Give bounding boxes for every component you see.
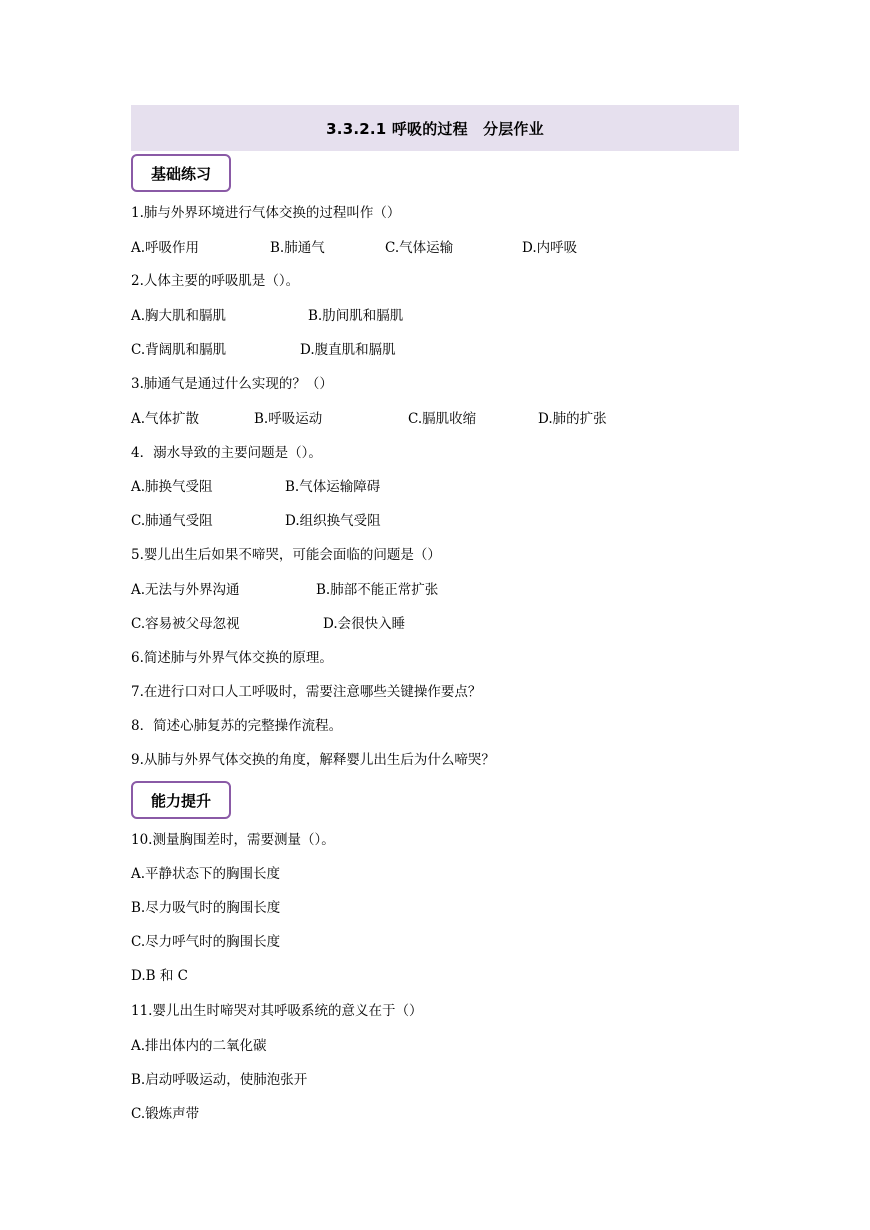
- question-11: 11.婴儿出生时啼哭对其呼吸系统的意义在于（）: [131, 1003, 423, 1019]
- question-9: 9.从肺与外界气体交换的角度，解释婴儿出生后为什么啼哭？: [131, 752, 495, 768]
- question-5: 5.婴儿出生后如果不啼哭，可能会面临的问题是（）: [131, 547, 441, 563]
- q2-option-a: A.胸大肌和膈肌: [131, 308, 227, 324]
- q11-option-a: A.排出体内的二氧化碳: [131, 1038, 267, 1054]
- q11-option-c: C.锻炼声带: [131, 1106, 200, 1122]
- q10-option-a: A.平静状态下的胸围长度: [131, 866, 281, 882]
- q4-option-a: A.肺换气受阻: [131, 479, 213, 495]
- question-6: 6.简述肺与外界气体交换的原理。: [131, 650, 333, 666]
- question-7: 7.在进行口对口人工呼吸时，需要注意哪些关键操作要点？: [131, 684, 482, 700]
- q5-option-a: A.无法与外界沟通: [131, 582, 240, 598]
- q3-option-d: D.肺的扩张: [538, 411, 607, 427]
- q5-option-d: D.会很快入睡: [323, 616, 406, 632]
- q1-option-b: B.肺通气: [270, 240, 325, 256]
- section-basic-label: 基础练习: [150, 164, 211, 183]
- q4-option-c: C.肺通气受阻: [131, 513, 213, 529]
- question-10: 10.测量胸围差时，需要测量（）。: [131, 832, 335, 848]
- q2-option-b: B.肋间肌和膈肌: [308, 308, 404, 324]
- q10-option-c: C.尽力呼气时的胸围长度: [131, 934, 281, 950]
- q4-option-d: D.组织换气受阻: [285, 513, 381, 529]
- q1-option-d: D.内呼吸: [522, 240, 578, 256]
- section-basic-box: [131, 154, 231, 192]
- question-8: 8．简述心肺复苏的完整操作流程。: [131, 718, 343, 734]
- question-3: 3.肺通气是通过什么实现的？（）: [131, 376, 333, 392]
- q3-option-c: C.膈肌收缩: [408, 411, 477, 427]
- q1-option-c: C.气体运输: [385, 240, 454, 256]
- q2-option-d: D.腹直肌和膈肌: [300, 342, 396, 358]
- q5-option-b: B.肺部不能正常扩张: [316, 582, 439, 598]
- question-1: 1.肺与外界环境进行气体交换的过程叫作（）: [131, 205, 401, 221]
- q10-option-b: B.尽力吸气时的胸围长度: [131, 900, 281, 916]
- question-4: 4．溺水导致的主要问题是（）。: [131, 445, 322, 461]
- question-2: 2.人体主要的呼吸肌是（）。: [131, 273, 300, 289]
- page-title: 3.3.2.1 呼吸的过程 分层作业: [326, 119, 544, 138]
- q1-option-a: A.呼吸作用: [131, 240, 200, 256]
- section-advanced-box: [131, 781, 231, 819]
- section-advanced-label: 能力提升: [150, 791, 211, 810]
- q2-option-c: C.背阔肌和膈肌: [131, 342, 227, 358]
- title-bar: [131, 105, 739, 151]
- q3-option-b: B.呼吸运动: [254, 411, 323, 427]
- q5-option-c: C.容易被父母忽视: [131, 616, 240, 632]
- q11-option-b: B.启动呼吸运动，使肺泡张开: [131, 1072, 308, 1088]
- q10-option-d: D.B 和 C: [131, 968, 188, 984]
- q3-option-a: A.气体扩散: [131, 411, 200, 427]
- q4-option-b: B.气体运输障碍: [285, 479, 381, 495]
